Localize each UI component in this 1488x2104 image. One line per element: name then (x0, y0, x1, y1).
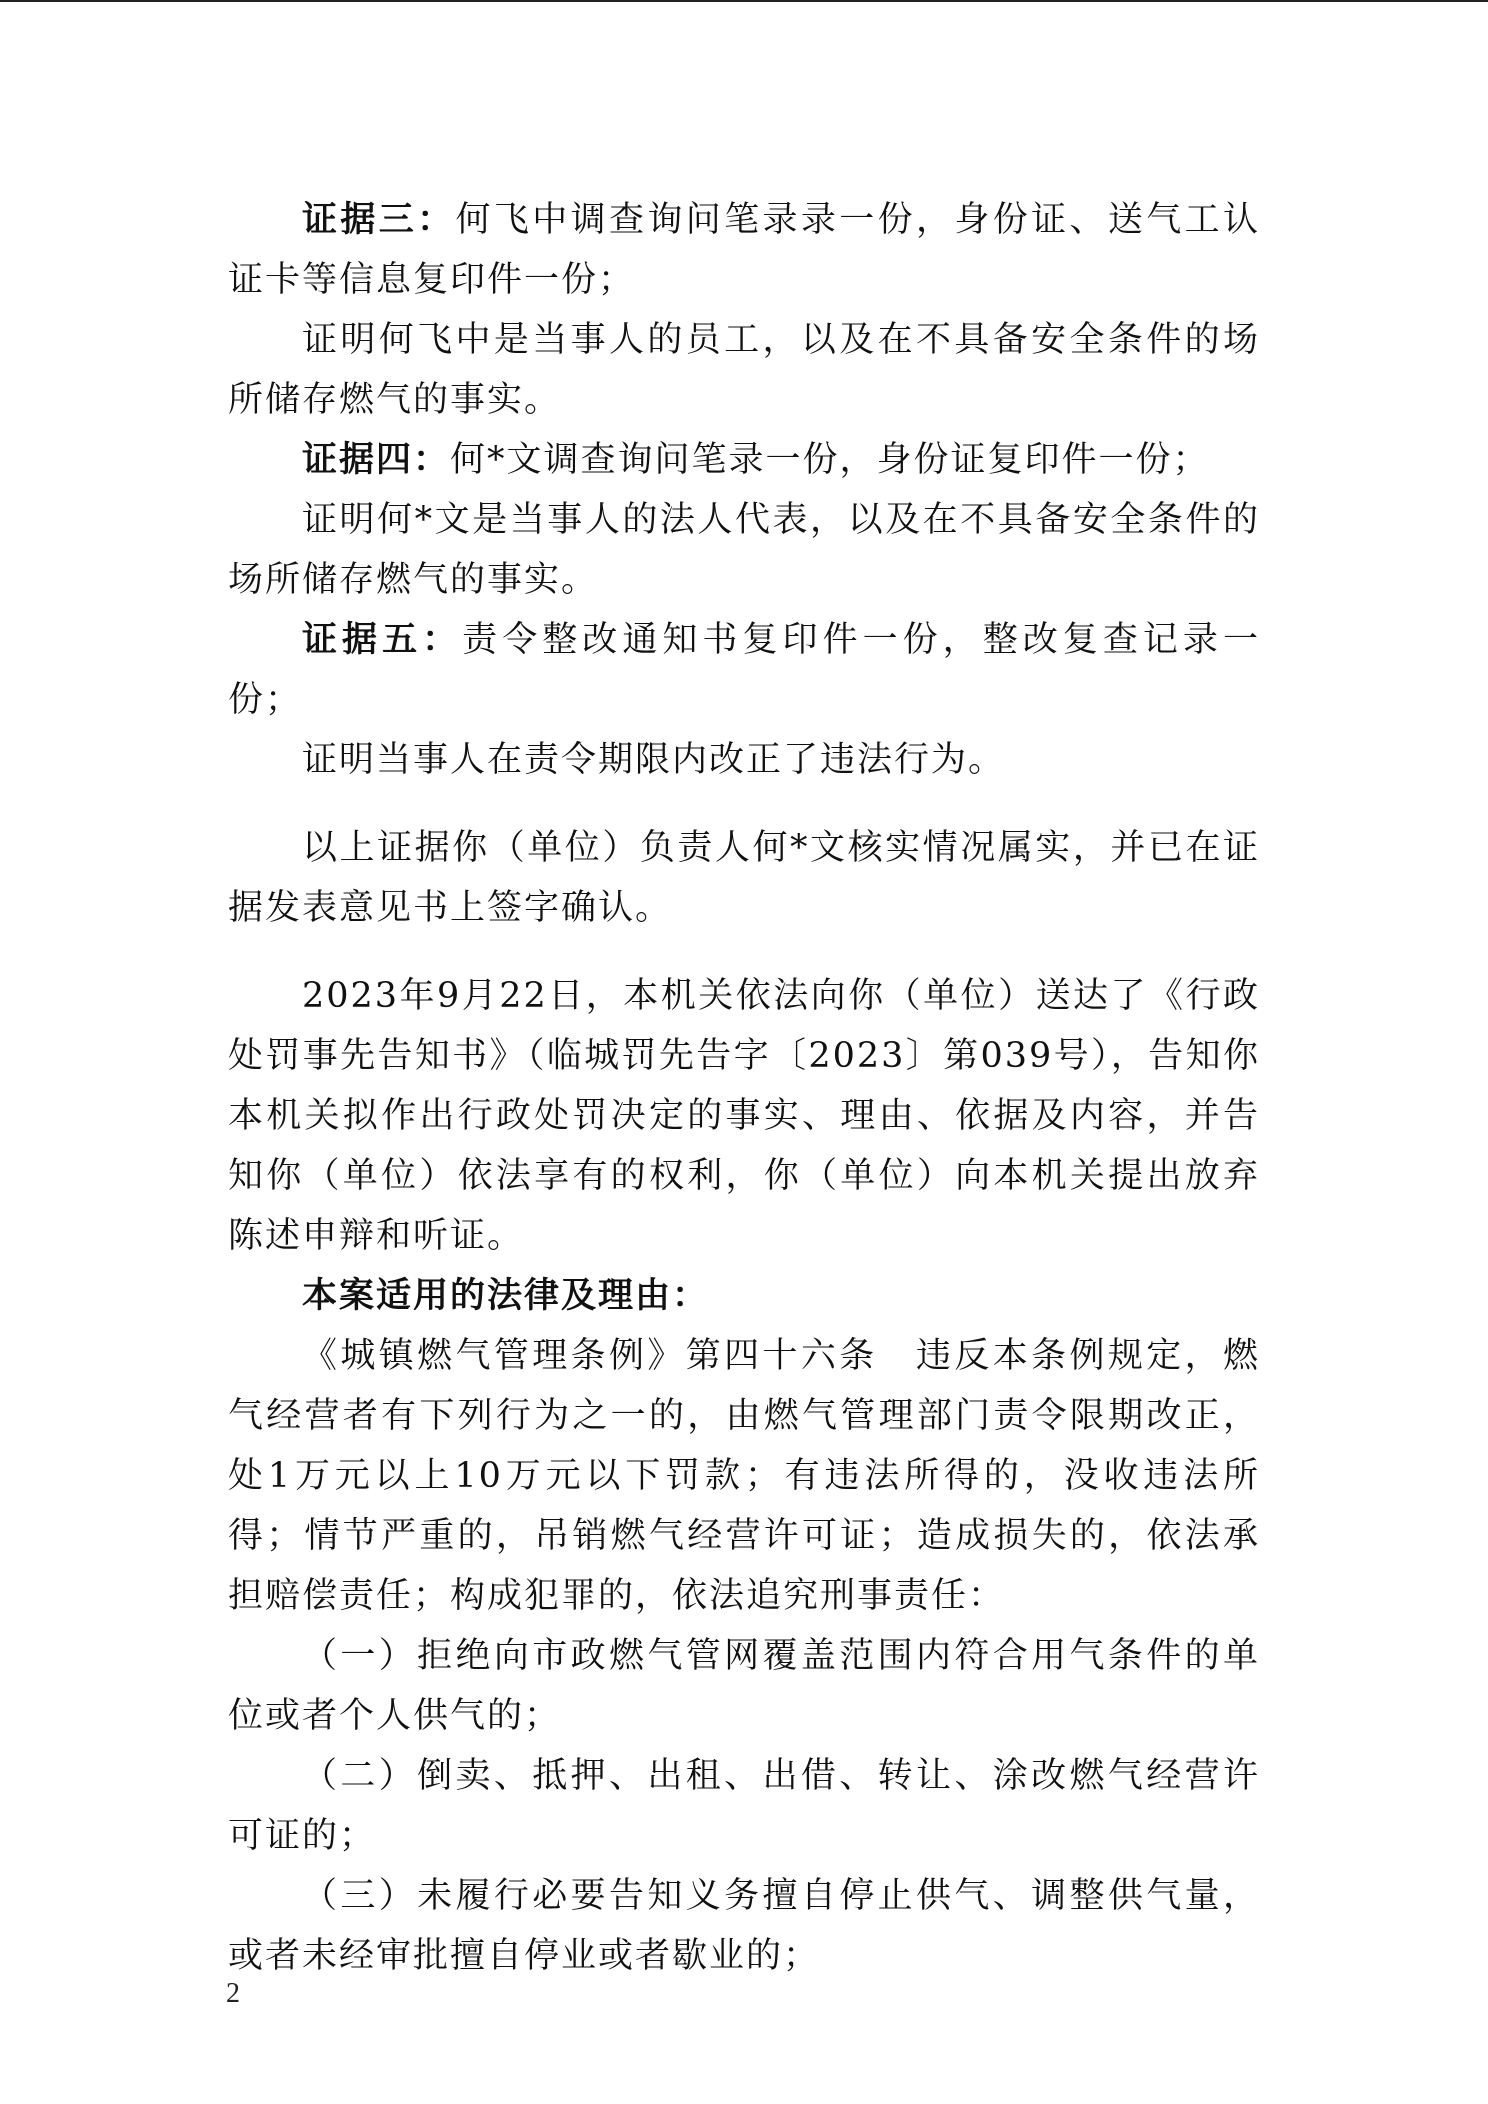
notice-paragraph: 2023年9月22日，本机关依法向你（单位）送达了《行政处罚事先告知书》（临城罚先告字〔2023〕第039号），告知你本机关拟作出行政处罚决定的事实、理由、依据及内容，并告知你（单位）依法享有的权利，你（单位）向本机关提出放弃陈述申辩和听证。 (228, 976, 1260, 1256)
evidence-3-proof: 证明何飞中是当事人的员工，以及在不具备安全条件的场所储存燃气的事实。 (228, 320, 1260, 420)
law-text: 《城镇燃气管理条例》第四十六条 违反本条例规定，燃气经营者有下列行为之一的，由燃气管理部门责令限期改正，处1万元以上10万元以下罚款；有违法所得的，没收违法所得；情节严重的，吊销燃气经营许可证；造成损失的，依法承担赔偿责任；构成犯罪的，依法追究刑事责任： (228, 1336, 1260, 1616)
evidence-5-text: 责令整改通知书复印件一份，整改复查记录一份； (228, 620, 1260, 720)
law-item-3: （三）未履行必要告知义务擅自停止供气、调整供气量，或者未经审批擅自停业或者歇业的； (228, 1876, 1260, 1976)
law-item-2: （二）倒卖、抵押、出租、出借、转让、涂改燃气经营许可证的； (228, 1756, 1260, 1856)
page-number: 2 (226, 1978, 240, 2009)
evidence-5-proof: 证明当事人在责令期限内改正了违法行为。 (302, 740, 1006, 780)
evidence-3-text: 何飞中调查询问笔录录一份，身份证、送气工认证卡等信息复印件一份； (228, 200, 1260, 300)
confirmation-paragraph: 以上证据你（单位）负责人何*文核实情况属实，并已在证据发表意见书上签字确认。 (228, 828, 1260, 928)
evidence-3 (228, 190, 1260, 310)
law-item-1: （一）拒绝向市政燃气管网覆盖范围内符合用气条件的单位或者个人供气的； (228, 1636, 1260, 1736)
evidence-5-label: 证据五： (302, 620, 463, 660)
document-body (228, 190, 1260, 1986)
evidence-4-text: 何*文调查询问笔录一份，身份证复印件一份； (450, 440, 1210, 480)
evidence-5 (228, 610, 1260, 730)
evidence-4 (228, 430, 1260, 490)
page-top-border (0, 0, 1488, 2)
evidence-3-label: 证据三： (302, 200, 456, 240)
evidence-4-proof: 证明何*文是当事人的法人代表，以及在不具备安全条件的场所储存燃气的事实。 (228, 500, 1260, 600)
evidence-4-label: 证据四： (302, 440, 451, 480)
law-heading: 本案适用的法律及理由： (302, 1276, 710, 1316)
